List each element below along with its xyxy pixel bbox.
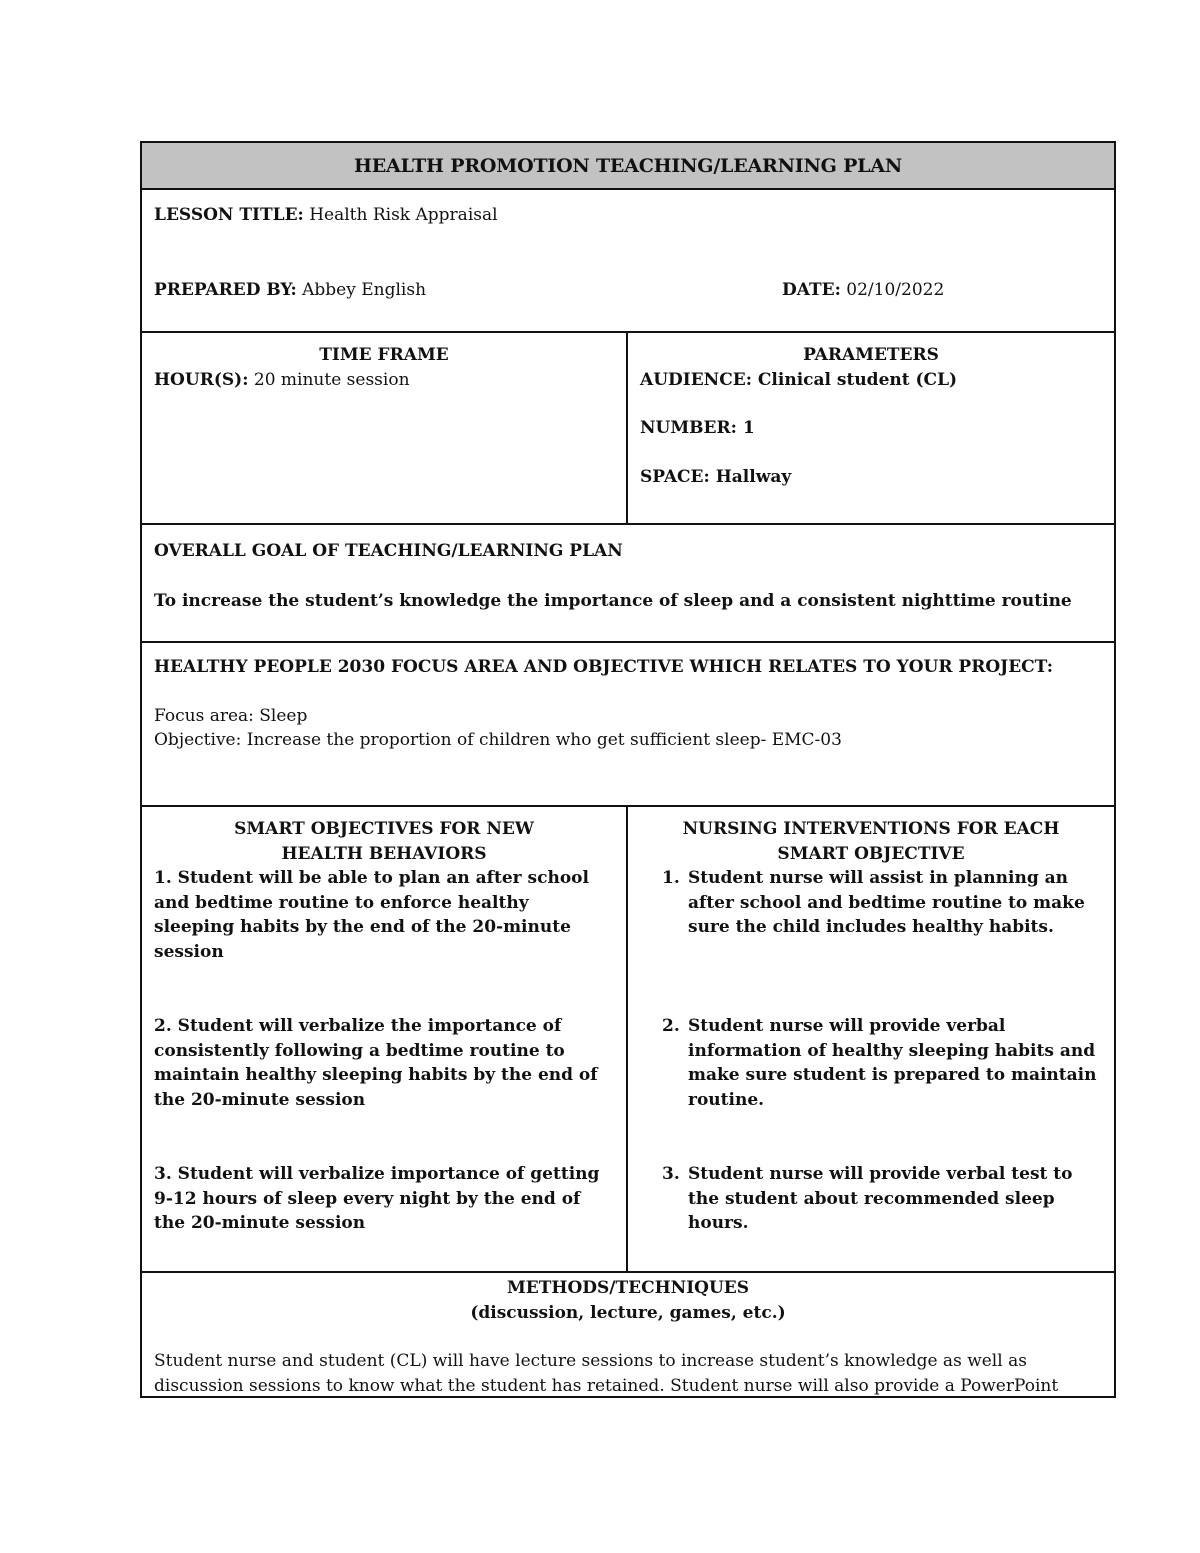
audience: AUDIENCE: Clinical student (CL) xyxy=(640,369,958,390)
plan-title: HEALTH PROMOTION TEACHING/LEARNING PLAN xyxy=(142,143,1114,190)
date-value: 02/10/2022 xyxy=(846,279,945,300)
objectives-interventions-section xyxy=(142,807,1114,1273)
lesson-title-label: LESSON TITLE: xyxy=(154,205,304,225)
interventions-heading-1: NURSING INTERVENTIONS FOR EACH xyxy=(682,819,1060,839)
time-frame-cell xyxy=(142,333,628,523)
nursing-interventions-cell xyxy=(628,807,1114,1271)
healthy-people-heading: HEALTHY PEOPLE 2030 FOCUS AREA AND OBJECTIVE WHICH RELATES TO YOUR PROJECT: xyxy=(154,657,1053,677)
methods-subheading: (discussion, lecture, games, etc.) xyxy=(470,1302,786,1323)
smart-objective-1: 1. Student will be able to plan an after school and bedtime routine to enforce healthy sleeping habits by the end of the 20-minute session xyxy=(154,868,589,962)
smart-objectives-cell xyxy=(142,807,628,1271)
number: NUMBER: 1 xyxy=(640,418,755,438)
objective: Objective: Increase the proportion of children who get sufficient sleep- EMC-03 xyxy=(154,730,842,750)
overall-goal-section xyxy=(142,525,1114,643)
intervention-item xyxy=(640,1162,1102,1286)
time-frame-heading: TIME FRAME xyxy=(319,345,449,365)
intervention-item xyxy=(640,1014,1102,1138)
header-section xyxy=(142,190,1114,333)
lesson-title-line xyxy=(154,203,1102,228)
smart-objective-3: 3. Student will verbalize importance of getting 9-12 hours of sleep every night by the end of the 20-minute session xyxy=(154,1164,600,1233)
teaching-plan-table xyxy=(140,141,1116,1398)
space: SPACE: Hallway xyxy=(640,466,792,487)
smart-objective-2: 2. Student will verbalize the importance of consistently following a bedtime routine to maintain healthy sleeping habits by the end of the 20-minute session xyxy=(154,1016,598,1110)
intervention-item xyxy=(640,866,1102,990)
interventions-heading-2: SMART OBJECTIVE xyxy=(777,843,965,864)
prepared-by-value: Abbey English xyxy=(302,279,427,300)
healthy-people-section xyxy=(142,643,1114,807)
smart-objectives-heading-1: SMART OBJECTIVES FOR NEW xyxy=(234,819,534,839)
methods-section xyxy=(142,1273,1114,1396)
overall-goal-text: To increase the student’s knowledge the importance of sleep and a consistent nighttime routine xyxy=(154,590,1072,611)
focus-area: Focus area: Sleep xyxy=(154,705,308,726)
parameters-cell xyxy=(628,333,1114,523)
overall-goal-heading: OVERALL GOAL OF TEACHING/LEARNING PLAN xyxy=(154,541,623,561)
smart-objectives-heading-2: HEALTH BEHAVIORS xyxy=(281,843,487,864)
methods-text: Student nurse and student (CL) will have lecture sessions to increase student’s knowledge as well as discussion sessions to know what the student has retained. Student nurse will also provide a PowerPoint xyxy=(154,1351,1059,1396)
intervention-number: 3. xyxy=(662,1164,680,1184)
prepared-line xyxy=(154,278,1102,303)
hours-label: HOUR(S): xyxy=(154,369,249,390)
prepared-by-label: PREPARED BY: xyxy=(154,279,297,300)
intervention-number: 1. xyxy=(662,868,680,888)
time-parameters-section xyxy=(142,333,1114,525)
hours-value: 20 minute session xyxy=(253,369,410,390)
parameters-heading: PARAMETERS xyxy=(803,345,939,365)
methods-heading: METHODS/TECHNIQUES xyxy=(506,1278,750,1298)
date-label: DATE: xyxy=(782,279,841,300)
intervention-text: Student nurse will provide verbal information of healthy sleeping habits and make sure student is prepared to maintain routine. xyxy=(688,1016,1097,1110)
intervention-text: Student nurse will assist in planning an after school and bedtime routine to make sure the child includes healthy habits. xyxy=(688,868,1085,937)
intervention-number: 2. xyxy=(662,1016,680,1036)
lesson-title-value: Health Risk Appraisal xyxy=(309,205,498,225)
intervention-text: Student nurse will provide verbal test to the student about recommended sleep hours. xyxy=(688,1164,1073,1233)
